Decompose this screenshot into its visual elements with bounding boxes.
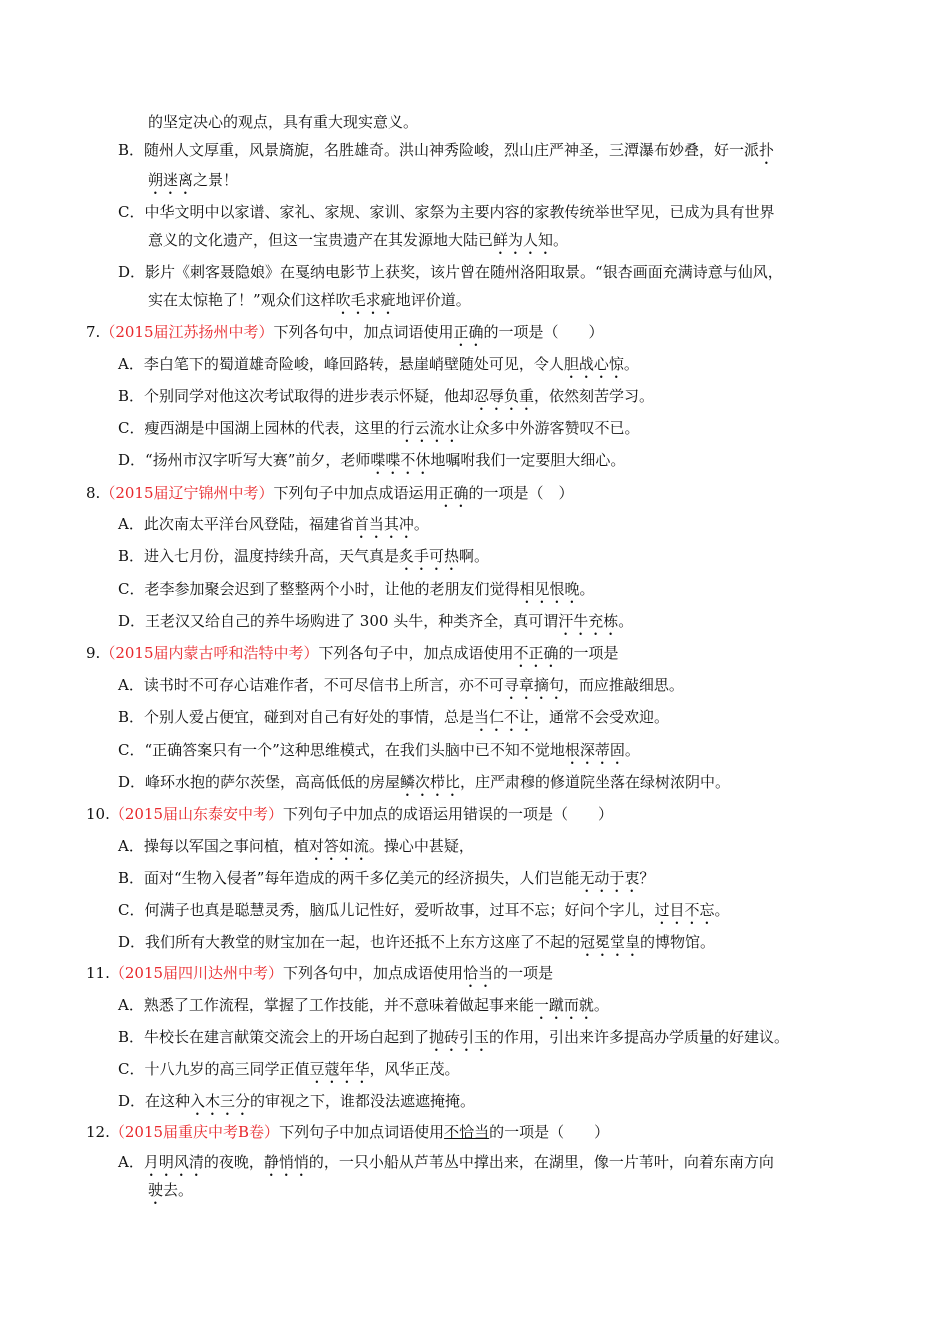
- q6-option-b: B．随州人文厚重，风景旖旎，名胜雄奇。洪山神秀险峻，烈山庄严神圣，三潭瀑布妙叠，好一派扑: [118, 141, 775, 159]
- q12-option-a-continuation: 驶去。: [148, 1181, 194, 1199]
- q11-option-c: C．十八九岁的高三同学正值豆蔻年华，风华正茂。: [118, 1060, 460, 1078]
- q7-option-c: C．瘦西湖是中国湖上园林的代表，这里的行云流水让众多中外游客赞叹不已。: [118, 419, 640, 437]
- q12-source: （2015届重庆中考B卷）: [109, 1123, 280, 1141]
- q12-stem: 12.（2015届重庆中考B卷）下列句子中加点词语使用不恰当的一项是（ ）: [86, 1123, 610, 1141]
- q6-option-d: D．影片《刺客聂隐娘》在戛纳电影节上获奖，该片曾在随州洛阳取景。“银杏画面充满诗意与仙风，: [118, 263, 783, 281]
- q9-option-d: D．峰环水抱的萨尔茨堡，高高低低的房屋鳞次栉比，庄严肃穆的修道院坐落在绿树浓阴中。: [118, 773, 731, 791]
- q9-option-a: A．读书时不可存心诘难作者，不可尽信书上所言，亦不可寻章摘句，而应推敲细思。: [118, 676, 684, 694]
- q7-option-a: A．李白笔下的蜀道雄奇险峻，峰回路转，悬崖峭壁随处可见，令人胆战心惊。: [118, 355, 639, 373]
- q8-source: （2015届辽宁锦州中考）: [100, 484, 274, 502]
- q7-source: （2015届江苏扬州中考）: [100, 323, 274, 341]
- q9-option-c: C．“正确答案只有一个”这种思维模式，在我们头脑中已不知不觉地根深蒂固。: [118, 741, 640, 759]
- q6-option-b-continuation: 朔迷离之景！: [148, 171, 239, 189]
- q9-stem: 9.（2015届内蒙古呼和浩特中考）下列各句子中，加点成语使用不正确的一项是: [86, 644, 619, 662]
- q6-option-d-continuation: 实在太惊艳了！”观众们这样吹毛求疵地评价道。: [148, 291, 471, 309]
- q8-stem: 8.（2015届辽宁锦州中考）下列句子中加点成语运用正确的一项是（ ）: [86, 484, 574, 502]
- q10-option-b: B．面对“生物入侵者”每年造成的两千多亿美元的经济损失，人们岂能无动于衷？: [118, 869, 655, 887]
- q7-option-d: D．“扬州市汉字听写大赛”前夕，老师喋喋不休地嘱咐我们一定要胆大细心。: [118, 451, 626, 469]
- q8-option-c: C．老李参加聚会迟到了整整两个小时，让他的老朋友们觉得相见恨晚。: [118, 580, 595, 598]
- q11-stem: 11.（2015届四川达州中考）下列各句中，加点成语使用恰当的一项是: [86, 964, 554, 982]
- q10-option-d: D．我们所有大教堂的财宝加在一起，也许还抵不上东方这座了不起的冠冕堂皇的博物馆。: [118, 933, 716, 951]
- q8-option-d: D．王老汉又给自己的养牛场购进了 300 头牛，种类齐全，真可谓汗牛充栋。: [118, 612, 634, 630]
- q6-option-c: C．中华文明中以家谱、家礼、家规、家训、家祭为主要内容的家教传统举世罕见，已成为具有世界: [118, 203, 775, 221]
- q7-option-b: B．个别同学对他这次考试取得的进步表示怀疑，他却忍辱负重，依然刻苦学习。: [118, 387, 655, 405]
- q9-option-b: B．个别人爱占便宜，碰到对自己有好处的事情，总是当仁不让，通常不会受欢迎。: [118, 708, 670, 726]
- q9-source: （2015届内蒙古呼和浩特中考）: [100, 644, 319, 662]
- q10-option-a: A．操每以军国之事问植，植对答如流。操心中甚疑，: [118, 837, 474, 855]
- q8-option-a: A．此次南太平洋台风登陆，福建省首当其冲。: [118, 515, 429, 533]
- q11-option-d: D．在这种入木三分的审视之下，谁都没法遮遮掩掩。: [118, 1092, 476, 1110]
- q10-option-c: C．何满子也真是聪慧灵秀，脑瓜儿记性好，爱听故事，过耳不忘；好问个字儿，过目不忘。: [118, 901, 730, 919]
- q12-option-a: A．月明风清的夜晚，静悄悄的，一只小船从芦苇丛中撑出来，在湖里，像一片苇叶，向着东南方向: [118, 1153, 774, 1171]
- q6-option-a-continuation: 的坚定决心的观点，具有重大现实意义。: [148, 113, 419, 131]
- q11-source: （2015届四川达州中考）: [109, 964, 284, 982]
- q6-option-c-continuation: 意义的文化遗产，但这一宝贵遗产在其发源地大陆已鲜为人知。: [148, 231, 569, 249]
- q11-option-b: B．牛校长在建言献策交流会上的开场白起到了抛砖引玉的作用，引出来许多提高办学质量的好建议。: [118, 1028, 790, 1046]
- q10-stem: 10.（2015届山东泰安中考）下列句子中加点的成语运用错误的一项是（ ）: [86, 805, 614, 823]
- q11-option-a: A．熟悉了工作流程，掌握了工作技能，并不意味着做起事来能一蹴而就。: [118, 996, 609, 1014]
- q8-option-b: B．进入七月份，温度持续升高，天气真是炙手可热啊。: [118, 547, 490, 565]
- q7-stem: 7.（2015届江苏扬州中考）下列各句中，加点词语使用正确的一项是（ ）: [86, 323, 604, 341]
- q10-source: （2015届山东泰安中考）: [109, 805, 284, 823]
